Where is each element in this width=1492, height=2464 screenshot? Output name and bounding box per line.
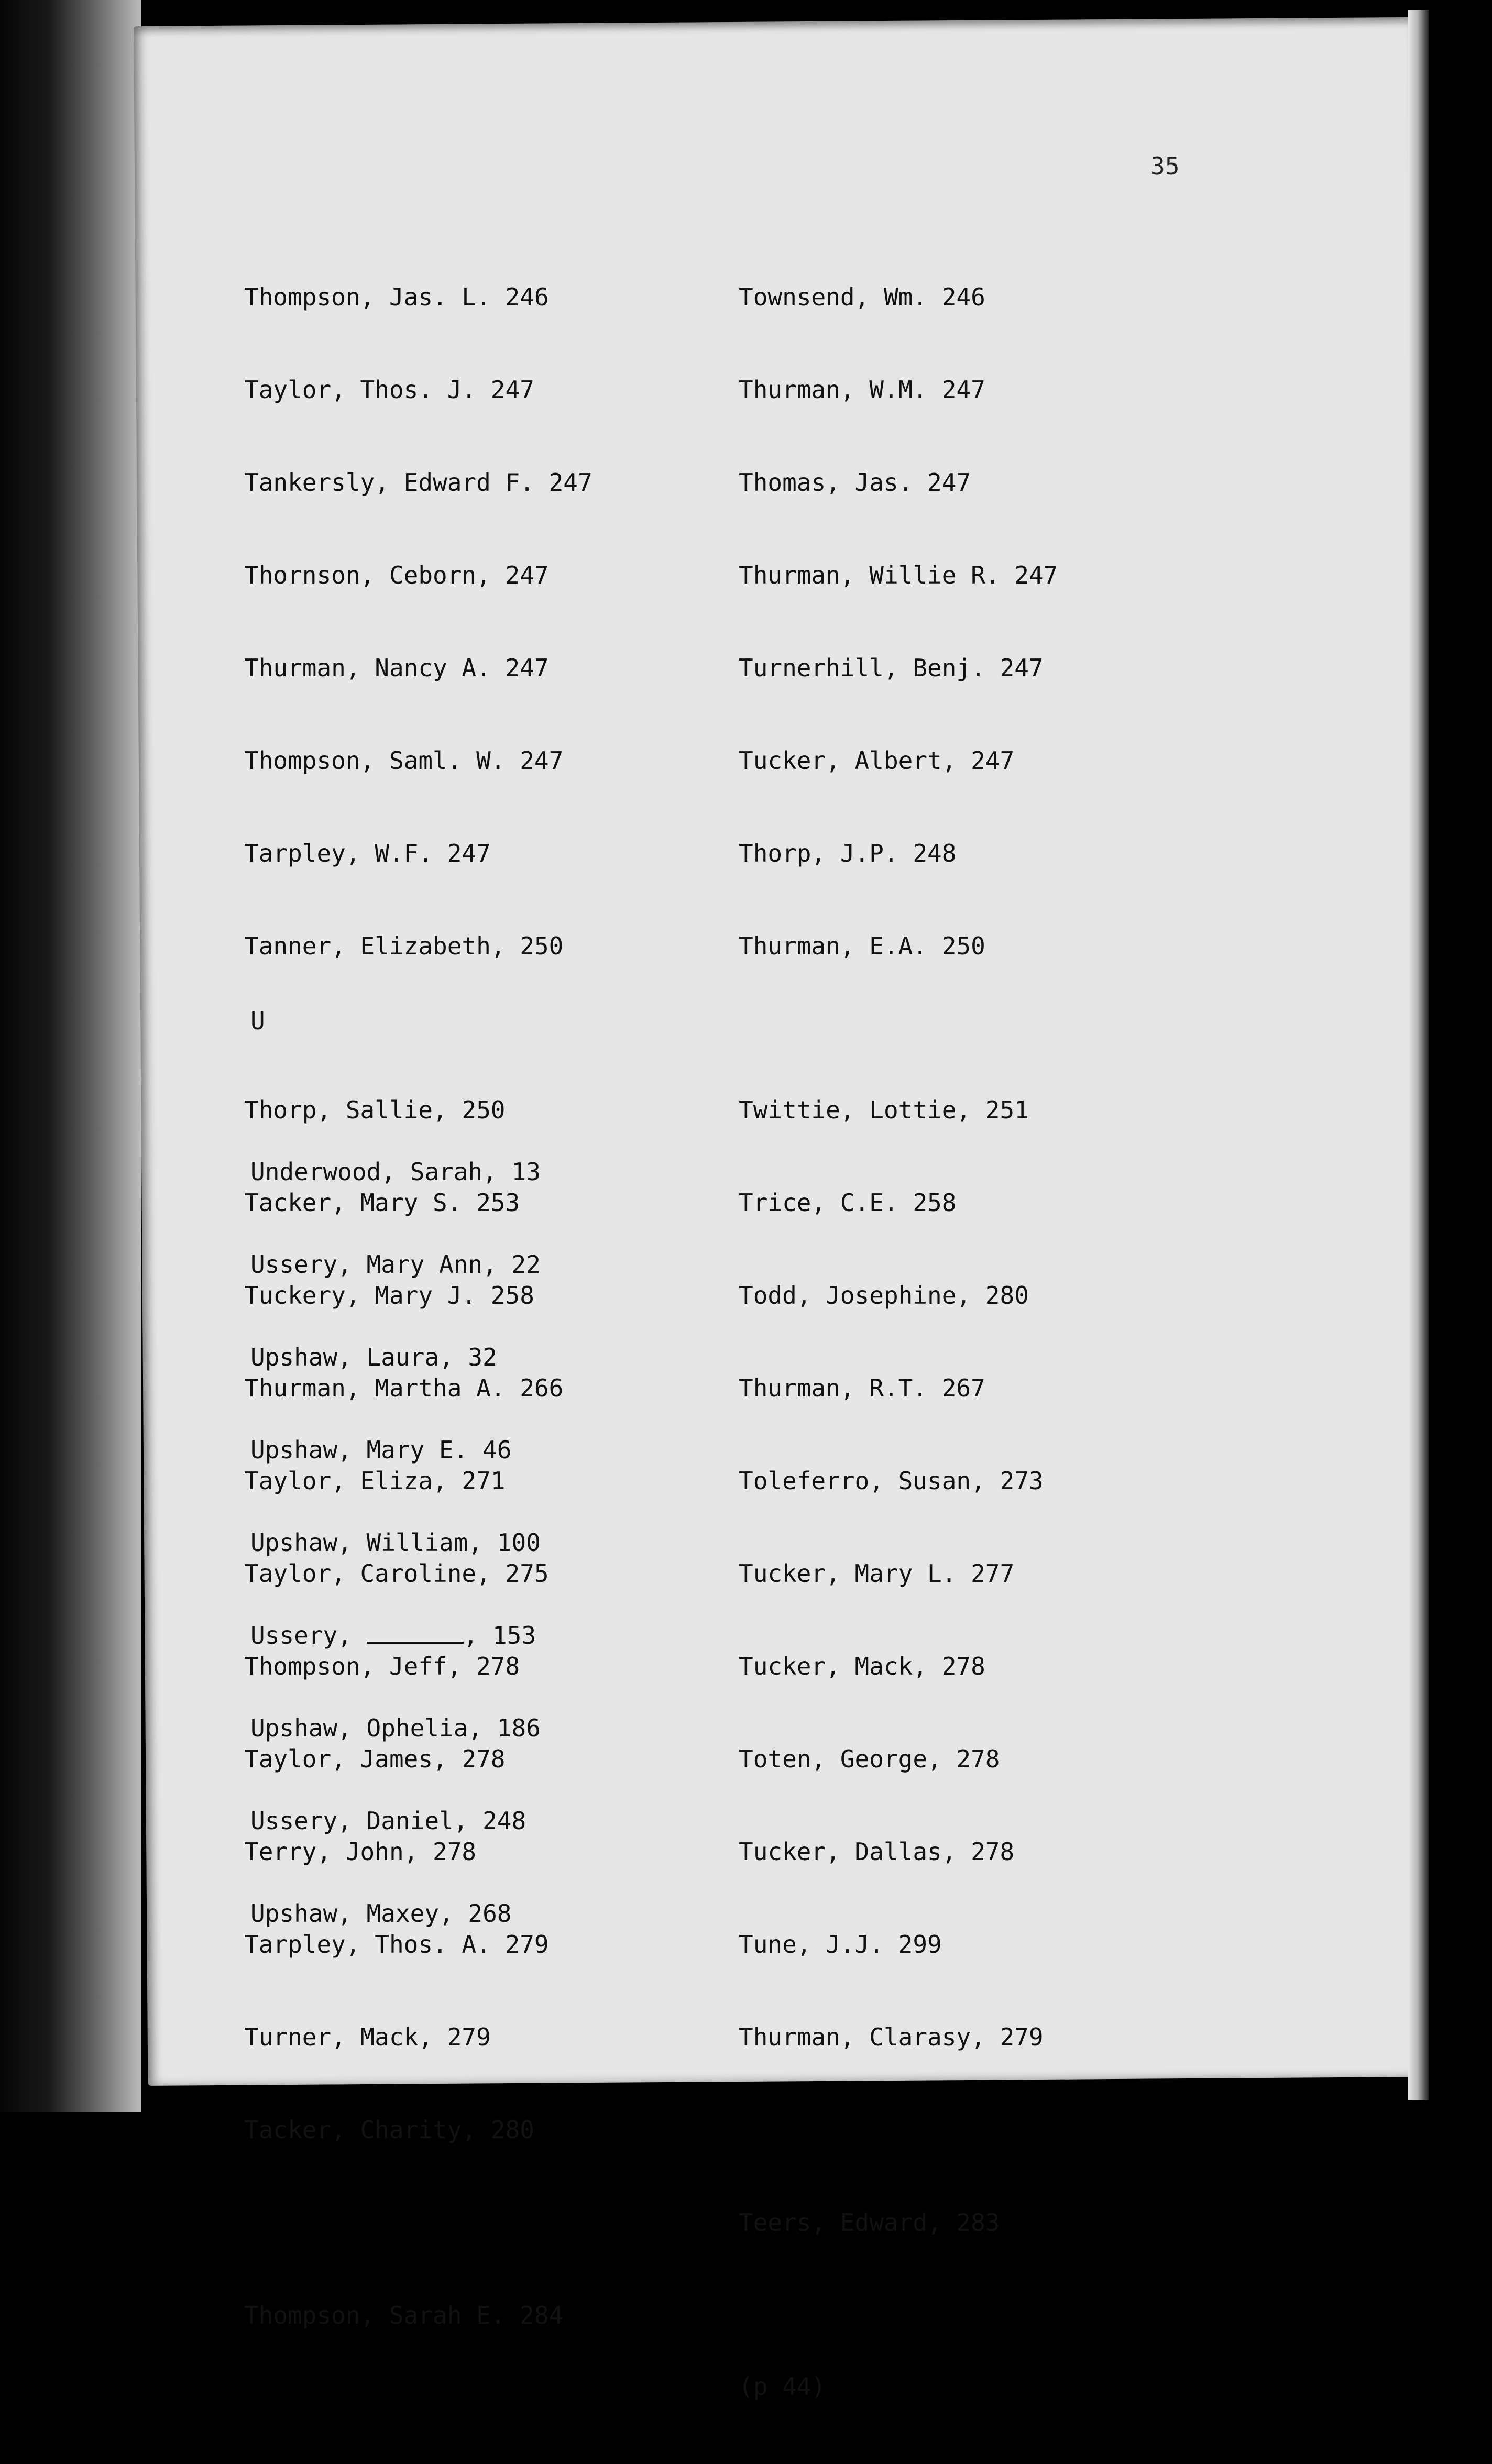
index-entry-blank-name: [250, 1620, 541, 1651]
blank-underline: [367, 1623, 464, 1644]
t-right-column: [739, 220, 1058, 2464]
index-entry: Thurman, E.A. 250: [739, 932, 985, 960]
index-entry: Thomas, Jas. 247: [739, 468, 971, 497]
index-entry: Trice, C.E. 258: [739, 1189, 957, 1217]
index-entry: Ussery, Mary Ann, 22: [250, 1250, 541, 1279]
page-number: 35: [1150, 152, 1180, 180]
index-entry: Teers, Edward, 283: [739, 2208, 1000, 2237]
index-entry: Thorp, Sallie, 250: [244, 1096, 506, 1124]
index-entry: Turner, Mack, 279: [244, 2023, 491, 2051]
index-entry: Tucker, Albert, 247: [739, 746, 1015, 775]
index-entry: Tucker, Mack, 278: [739, 1652, 985, 1680]
index-entry: Taylor, James, 278: [244, 1745, 506, 1773]
index-entry: Thurman, R.T. 267: [739, 1374, 985, 1402]
index-entry: Tacker, Charity, 280: [244, 2116, 534, 2144]
page-reference-note: (p 44): [739, 2372, 826, 2401]
index-entry: Tucker, Dallas, 278: [739, 1838, 1015, 1866]
index-entry: Tacker, Mary S. 253: [244, 1189, 520, 1217]
scan-left-shadow: [0, 0, 141, 2112]
index-entry: Thorp, J.P. 248: [739, 839, 957, 867]
index-entry: Ussery, Daniel, 248: [250, 1807, 526, 1835]
index-entry: Thurman, Nancy A. 247: [244, 654, 549, 682]
index-entry: Upshaw, Laura, 32: [250, 1343, 497, 1371]
index-entry: Twittie, Lottie, 251: [739, 1096, 1029, 1124]
entry-prefix: Ussery,: [250, 1621, 367, 1649]
index-entry: Tuckery, Mary J. 258: [244, 1281, 534, 1310]
index-entry: Todd, Josephine, 280: [739, 1281, 1029, 1310]
index-entry: Thurman, Willie R. 247: [739, 561, 1058, 589]
index-entry: Thompson, Jas. L. 246: [244, 283, 549, 311]
index-entry: Thompson, Saml. W. 247: [244, 746, 564, 775]
u-column: [250, 1095, 541, 1991]
index-entry: Terry, John, 278: [244, 1838, 477, 1866]
index-entry: Tankersly, Edward F. 247: [244, 468, 593, 497]
index-entry: Thornson, Ceborn, 247: [244, 561, 549, 589]
index-entry: Tune, J.J. 299: [739, 1930, 942, 1959]
section-heading-u: U: [250, 1007, 265, 1035]
index-entry: Upshaw, Maxey, 268: [250, 1899, 512, 1928]
index-entry: Toleferro, Susan, 273: [739, 1467, 1044, 1495]
index-entry: Underwood, Sarah, 13: [250, 1158, 541, 1186]
index-entry: Thurman, Martha A. 266: [244, 1374, 564, 1402]
index-entry: Upshaw, Ophelia, 186: [250, 1714, 541, 1742]
index-entry: Tarpley, W.F. 247: [244, 839, 491, 867]
index-entry: Tucker, Mary L. 277: [739, 1559, 1015, 1588]
index-entry: Upshaw, Mary E. 46: [250, 1436, 512, 1464]
index-entry: Taylor, Caroline, 275: [244, 1559, 549, 1588]
index-entry: Turnerhill, Benj. 247: [739, 654, 1044, 682]
index-entry: Tanner, Elizabeth, 250: [244, 932, 564, 960]
index-entry: Taylor, Thos. J. 247: [244, 376, 534, 404]
index-entry: Upshaw, William, 100: [250, 1528, 541, 1557]
entry-suffix: , 153: [463, 1621, 536, 1649]
index-entry: Thurman, Clarasy, 279: [739, 2023, 1044, 2051]
index-entry: Thompson, Sarah E. 284: [244, 2301, 564, 2329]
index-entry: Taylor, Eliza, 271: [244, 1467, 506, 1495]
index-entry: Thurman, W.M. 247: [739, 376, 985, 404]
index-entry: Thompson, Jeff, 278: [244, 1652, 520, 1680]
index-entry: Townsend, Wm. 246: [739, 283, 985, 311]
index-entry: Toten, George, 278: [739, 1745, 1000, 1773]
scan-right-shadow: [1408, 10, 1429, 2100]
index-entry: Tarpley, Thos. A. 279: [244, 1930, 549, 1959]
